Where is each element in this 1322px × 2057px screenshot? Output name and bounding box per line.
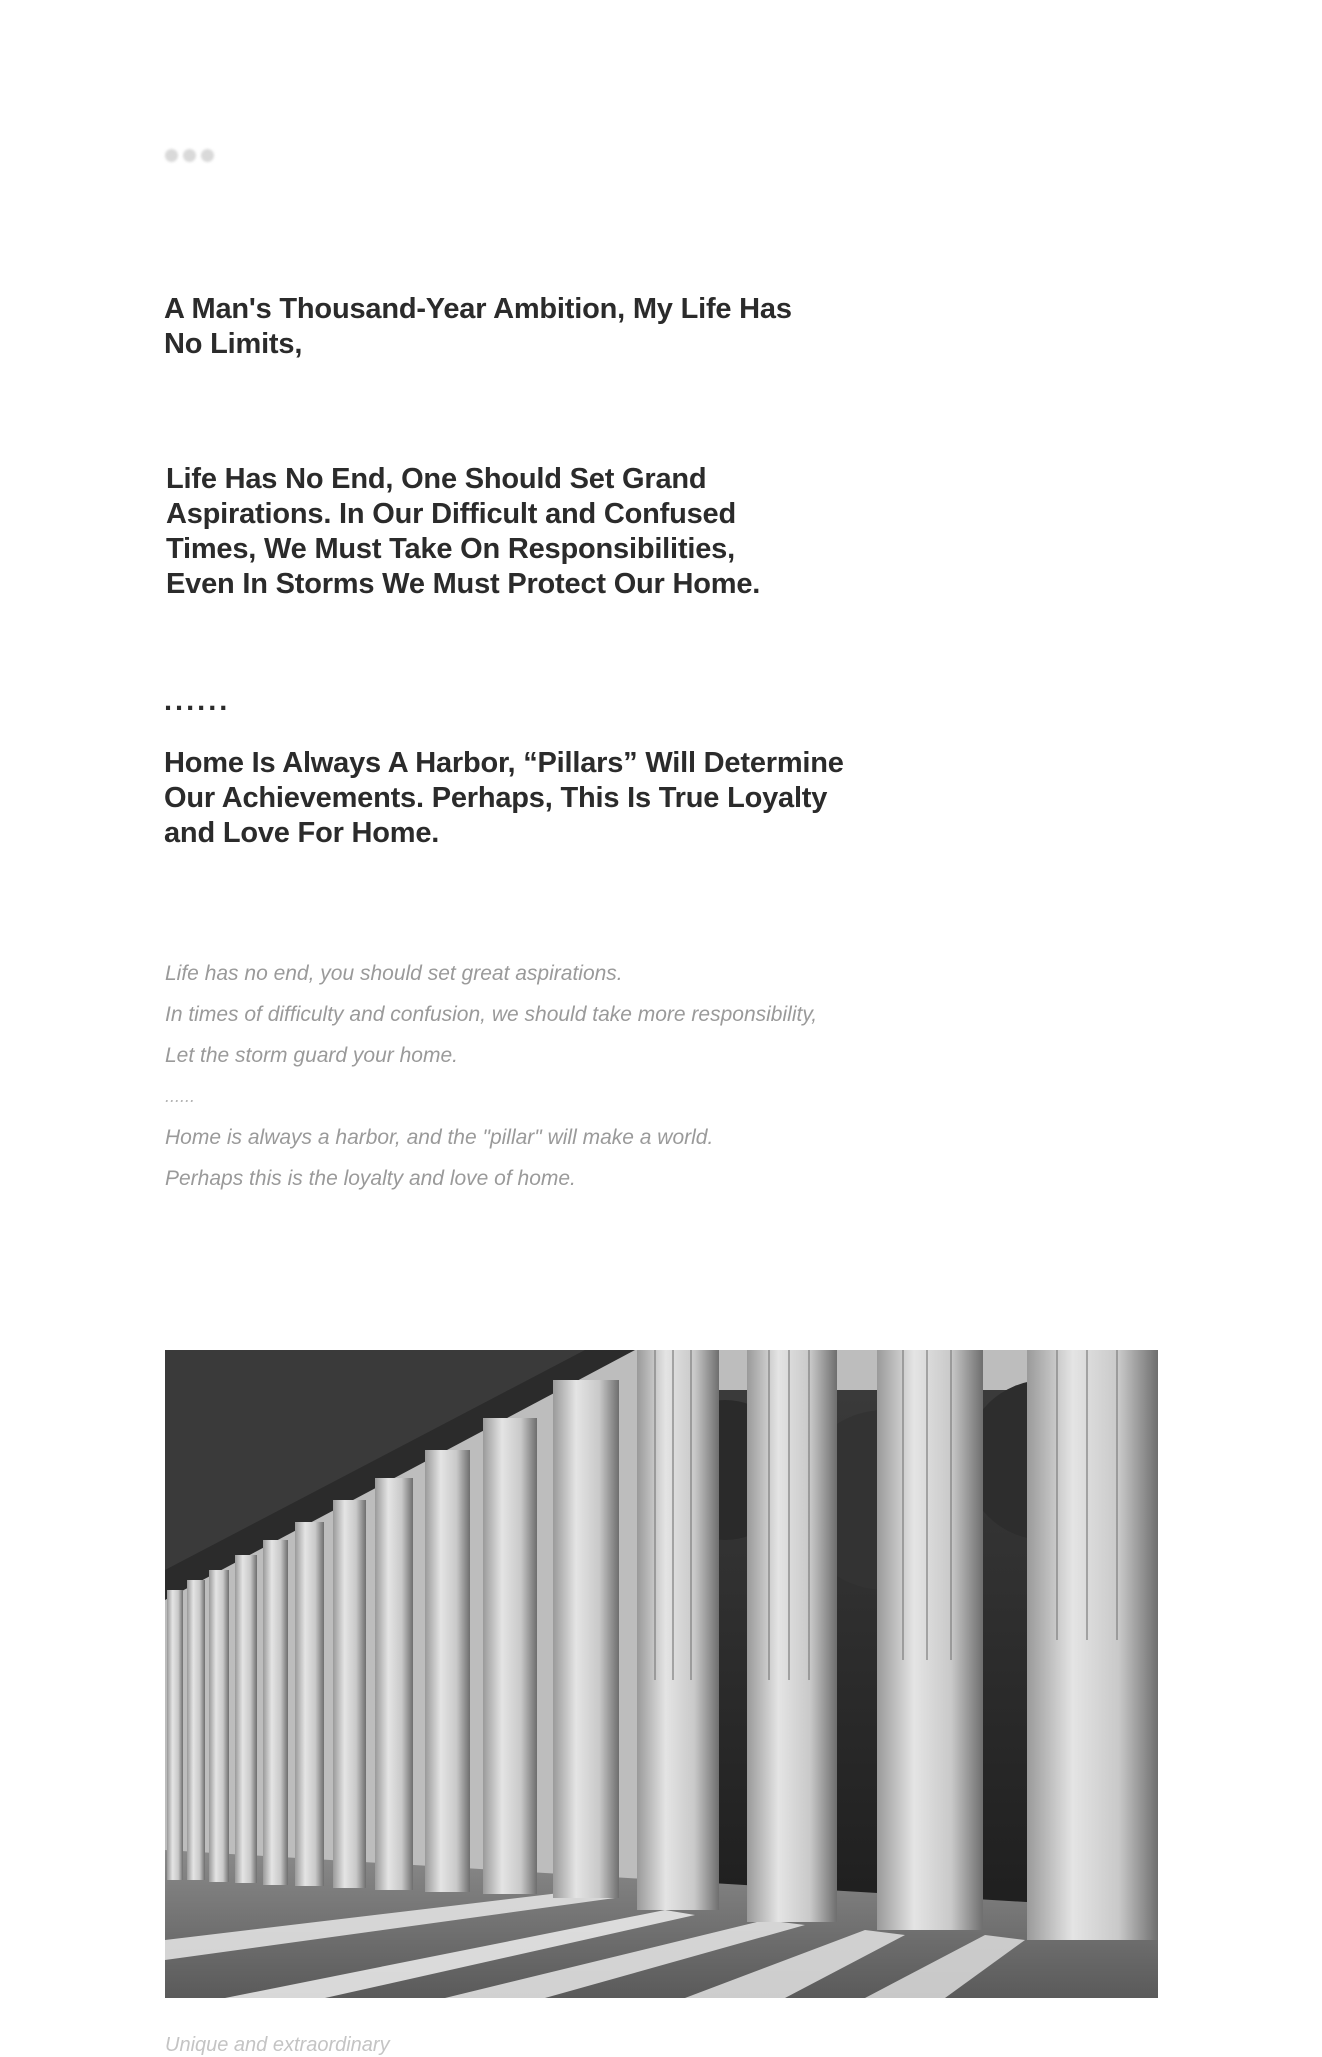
poem-line: In times of difficulty and confusion, we should take more responsibility, (165, 1003, 818, 1026)
ellipsis-dots-icon (165, 149, 178, 162)
menu-dots[interactable] (165, 149, 214, 162)
article-paragraph-1: Life Has No End, One Should Set Grand Aspirations. In Our Difficult and Confused Times, We Must Take On Responsibilities, Even In Storms We Must Protect Our Home. (166, 463, 761, 600)
article-paragraph-2: Home Is Always A Harbor, “Pillars” Will Determine Our Achievements. Perhaps, This Is True Loyalty and Love For Home. (164, 747, 844, 849)
poem-line: ...... (165, 1086, 196, 1106)
poem-block (165, 953, 1065, 1199)
colonnade-photo (165, 1350, 1158, 1998)
ellipsis-dots-icon (183, 149, 196, 162)
colonnade-illustration (165, 1350, 1158, 1998)
poem-line: Life has no end, you should set great aspirations. (165, 962, 623, 985)
poem-line: Home is always a harbor, and the "pillar" will make a world. (165, 1126, 714, 1149)
article-title: A Man's Thousand-Year Ambition, My Life Has No Limits, (164, 293, 792, 360)
poem-line: Let the storm guard your home. (165, 1044, 458, 1067)
photo-caption: Unique and extraordinary (165, 2034, 390, 2056)
ellipsis-separator: ...... (164, 685, 231, 717)
ellipsis-dots-icon (201, 149, 214, 162)
poem-line: Perhaps this is the loyalty and love of home. (165, 1167, 576, 1190)
